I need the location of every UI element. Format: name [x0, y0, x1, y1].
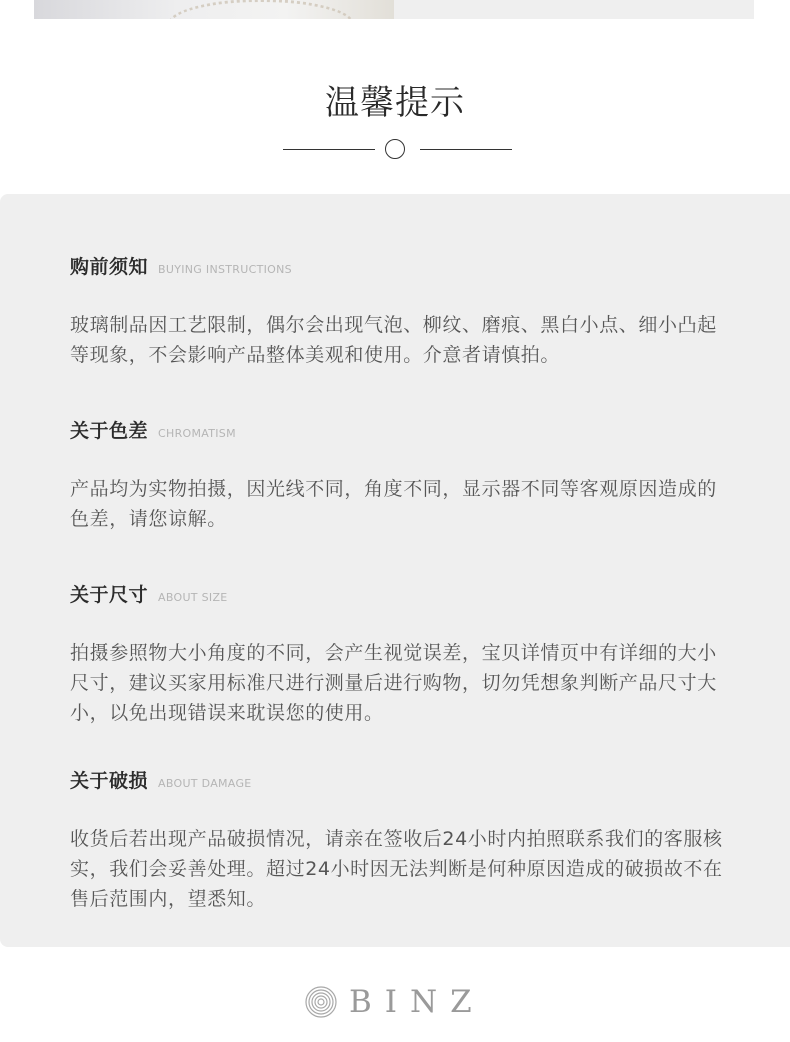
section-body: 拍摄参照物大小角度的不同，会产生视觉误差，宝贝详情页中有详细的大小尺寸，建议买家用标准尺进行测量后进行购物，切勿凭想象判断产品尺寸大小，以免出现错误来耽误您的使用。 — [70, 642, 717, 724]
section-heading-en: ABOUT DAMAGE — [158, 777, 252, 790]
section-heading — [70, 766, 735, 792]
section-heading — [70, 580, 735, 606]
section-heading-cn: 购前须知 — [70, 256, 149, 278]
section-heading-en: ABOUT SIZE — [158, 591, 228, 604]
section-heading — [70, 416, 735, 442]
section-heading — [70, 252, 735, 278]
page-title: 温馨提示 — [325, 83, 465, 123]
section-about-size — [70, 580, 735, 728]
product-photo-right — [394, 0, 754, 19]
section-body: 产品均为实物拍摄，因光线不同，角度不同，显示器不同等客观原因造成的色差，请您谅解。 — [70, 478, 717, 530]
section-buying-instructions — [70, 252, 735, 370]
section-heading-cn: 关于破损 — [70, 770, 149, 792]
section-body: 收货后若出现产品破损情况，请亲在签收后24小时内拍照联系我们的客服核实，我们会妥善处理。超过24小时因无法判断是何种原因造成的破损故不在售后范围内，望悉知。 — [70, 828, 723, 910]
title-divider-ornament — [283, 139, 512, 161]
product-photo-left — [34, 0, 394, 19]
divider-line-left — [283, 149, 375, 150]
brand-name: BINZ — [349, 984, 485, 1020]
section-heading-en: CHROMATISM — [158, 427, 236, 440]
top-product-photo-strip — [34, 0, 754, 19]
divider-line-right — [420, 149, 512, 150]
section-about-damage — [70, 766, 735, 914]
section-chromatism — [70, 416, 735, 534]
section-body: 玻璃制品因工艺限制，偶尔会出现气泡、柳纹、磨痕、黑白小点、细小凸起等现象，不会影响产品整体美观和使用。介意者请慎拍。 — [70, 314, 717, 366]
section-heading-cn: 关于尺寸 — [70, 584, 149, 606]
divider-circle-icon — [385, 139, 405, 159]
brand-logo — [305, 985, 485, 1019]
notice-panel — [0, 194, 790, 947]
section-heading-en: BUYING INSTRUCTIONS — [158, 263, 292, 276]
concentric-circles-logo-icon — [305, 986, 337, 1018]
section-heading-cn: 关于色差 — [70, 420, 149, 442]
